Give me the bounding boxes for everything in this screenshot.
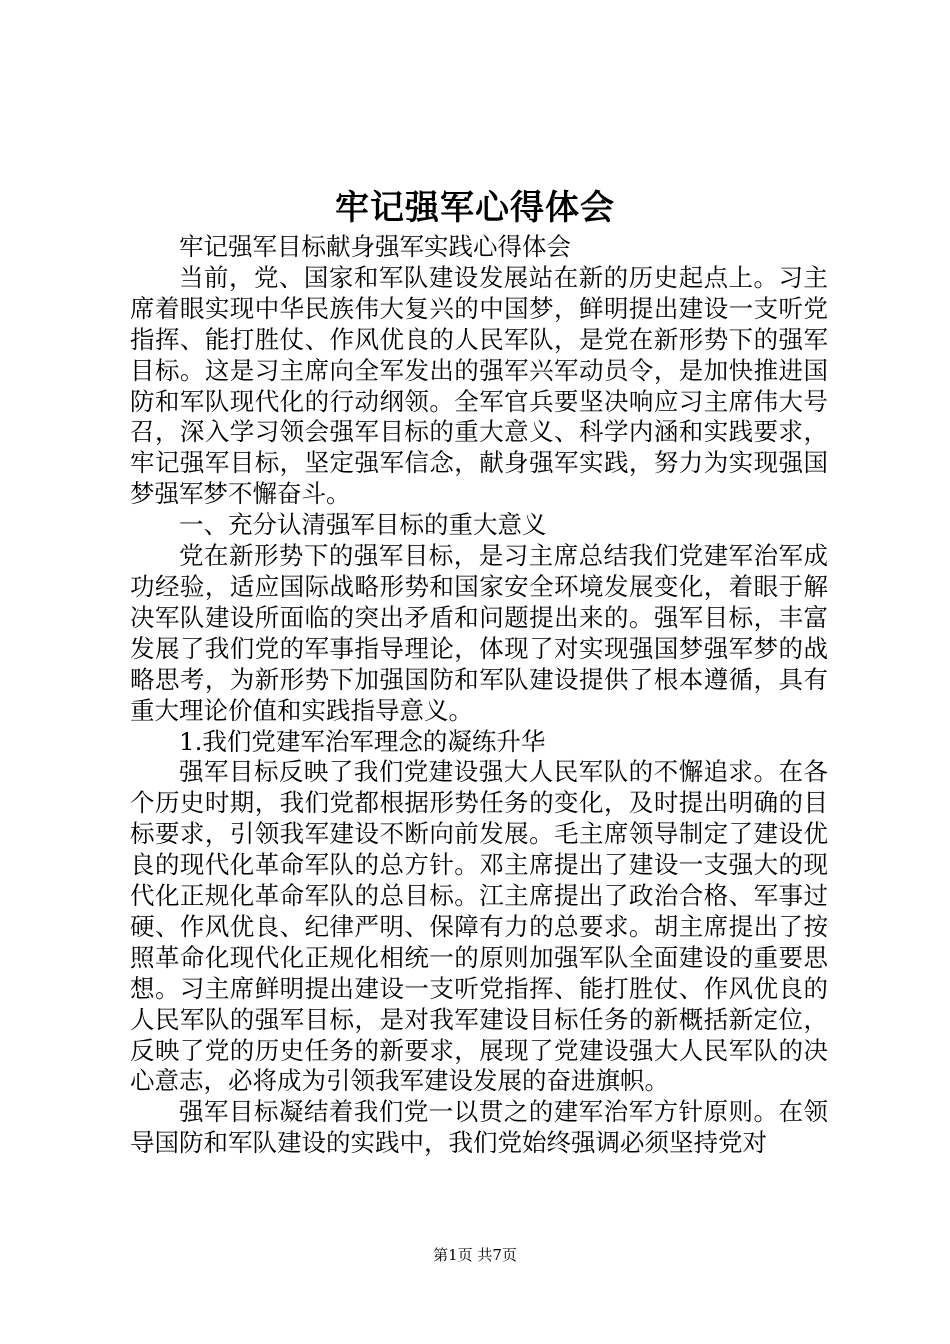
paragraph-subtitle: 牢记强军目标献身强军实践心得体会 bbox=[179, 232, 571, 261]
document-title: 牢记强军心得体会 bbox=[335, 188, 615, 228]
page-footer: 第1页 共7页 bbox=[433, 1246, 517, 1264]
paragraph-intro: 当前，党、国家和军队建设发展站在新的历史起点上。习主席着眼实现中华民族伟大复兴的中国梦，鲜明提出建设一支听党指挥、能打胜仗、作风优良的人民军队，是党在新形势下的强军目标。这是习主席向全军发出的强军兴军动员令，是加快推进国防和军队现代化的行动纲领。全军官兵要坚决响应习主席伟大号召，深入学习领会强军目标的重大意义、科学内涵和实践要求，牢记强军目标，坚定强军信念，献身强军实践，努力为实现强国梦强军梦不懈奋斗。 bbox=[130, 262, 828, 509]
paragraph-section-1: 党在新形势下的强军目标，是习主席总结我们党建军治军成功经验，适应国际战略形势和国家安全环境发展变化，着眼于解决军队建设所面临的突出矛盾和问题提出来的。强军目标，丰富发展了我们党的军事指导理论，体现了对实现强国梦强军梦的战略思考，为新形势下加强国防和军队建设提供了根本遵循，具有重大理论价值和实践指导意义。 bbox=[130, 541, 828, 725]
section-heading-1: 一、充分认清强军目标的重大意义 bbox=[179, 510, 547, 540]
subsection-heading-1: 1.我们党建军治军理念的凝练升华 bbox=[179, 726, 546, 756]
document-body bbox=[130, 232, 828, 1159]
paragraph-subsection-1b: 强军目标凝结着我们党一以贯之的建军治军方针原则。在领导国防和军队建设的实践中，我们党始终强调必须坚持党对 bbox=[130, 1097, 828, 1158]
paragraph-subsection-1a: 强军目标反映了我们党建设强大人民军队的不懈追求。在各个历史时期，我们党都根据形势任务的变化，及时提出明确的目标要求，引领我军建设不断向前发展。毛主席领导制定了建设优良的现代化革命军队的总方针。邓主席提出了建设一支强大的现代化正规化革命军队的总目标。江主席提出了政治合格、军事过硬、作风优良、纪律严明、保障有力的总要求。胡主席提出了按照革命化现代化正规化相统一的原则加强军队全面建设的重要思想。习主席鲜明提出建设一支听党指挥、能打胜仗、作风优良的人民军队的强军目标，是对我军建设目标任务的新概括新定位，反映了党的历史任务的新要求，展现了党建设强大人民军队的决心意志，必将成为引领我军建设发展的奋进旗帜。 bbox=[130, 757, 828, 1096]
